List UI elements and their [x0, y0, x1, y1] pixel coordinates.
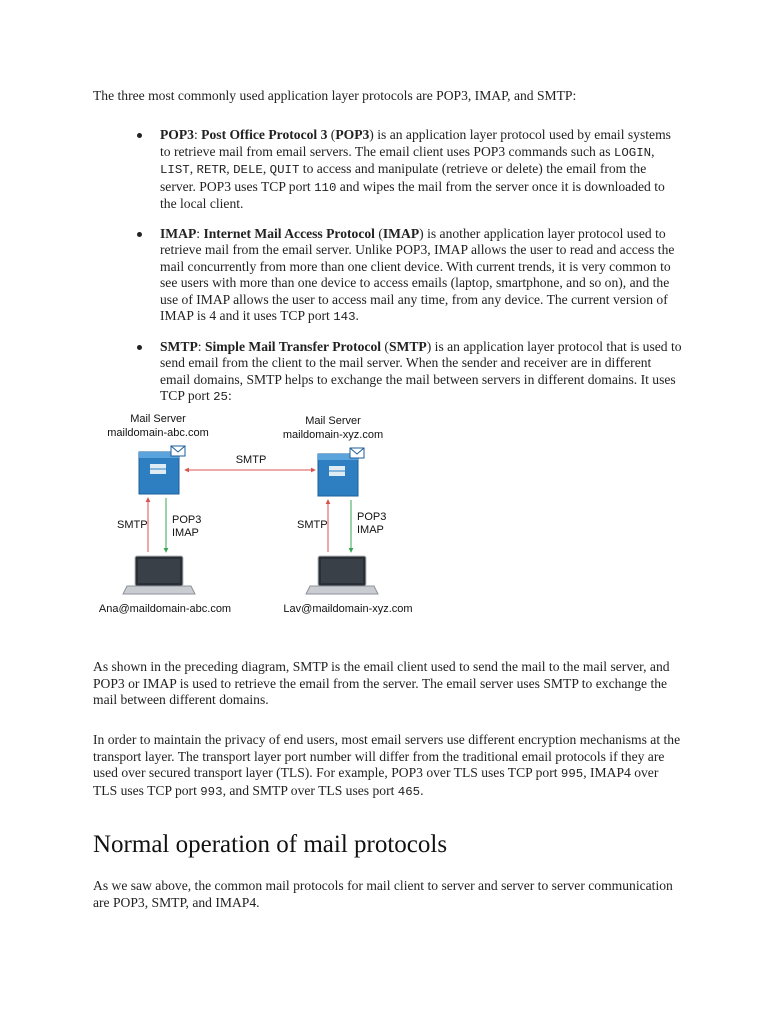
list-item-pop3: [93, 127, 683, 213]
text-run: ): [426, 338, 432, 354]
code-port-110: 110: [314, 180, 337, 195]
paragraph-tls: [93, 732, 683, 800]
code-port-143: 143: [333, 310, 356, 324]
client-right-label: Lav@maildomain-xyz.com: [283, 603, 413, 615]
code-port-25: 25: [213, 390, 228, 404]
server-left-domain: maildomain-abc.com: [107, 427, 209, 439]
code-login: LOGIN: [613, 145, 652, 160]
abbr-pop3: POP3: [335, 127, 370, 142]
mail-protocol-diagram: [93, 404, 493, 624]
bullet-dot-icon: [137, 345, 142, 350]
abbr-imap: IMAP: [382, 225, 420, 241]
text-run: ,: [189, 161, 197, 176]
paragraph-diagram-explanation: As shown in the preceding diagram, SMTP is the email client used to send the mail to the mail server, and POP3 or IMAP is used to retrieve the email from the server. The email server uses SMTP to exchange the mail between different domains.: [93, 659, 670, 707]
right-up-label: SMTP: [297, 519, 328, 531]
left-down-label-2: IMAP: [172, 527, 199, 539]
list-item-imap: [93, 226, 683, 326]
text-run: :: [193, 127, 202, 142]
text-run: :: [196, 225, 204, 241]
text-run: , IMAP4 over TLS uses TCP port: [93, 765, 659, 798]
text-run: (: [327, 127, 336, 142]
section-heading: Normal operation of mail protocols: [93, 831, 448, 858]
right-down-label-2: IMAP: [357, 524, 384, 536]
text-run: (: [381, 338, 389, 354]
code-quit: QUIT: [269, 163, 300, 177]
server-right-domain: maildomain-xyz.com: [282, 429, 384, 441]
text-run: (: [374, 225, 383, 241]
text-run: ,: [226, 161, 234, 176]
text-run: ,: [262, 161, 270, 176]
list-item-smtp: [93, 339, 683, 406]
client-left-label: Ana@maildomain-abc.com: [98, 603, 232, 615]
text-run: is an application layer protocol that is used to send email from the client to the mail server. When the sender and receiver are in different email domains, SMTP helps to exchange the mail between servers in different domains. It uses TCP port: [160, 338, 682, 403]
fullname-imap: Internet Mail Access Protocol: [203, 225, 375, 241]
text-run: ,: [651, 143, 655, 159]
bullet-dot-icon: [137, 133, 142, 138]
code-port-465: 465: [397, 784, 421, 799]
left-up-label: SMTP: [117, 519, 148, 531]
term-smtp: SMTP: [160, 338, 198, 354]
left-down-label-1: POP3: [172, 514, 202, 526]
text-run: is another application layer protocol used to retrieve mail from the email server. Unlike POP3, IMAP allows the user to read and access the mail concurrently from more than one client device. With current trends, it is very common to see users with more than one device to access emails (laptop, smartphone, and so on), and the use of IMAP allows the user to access mail any time, from any device. The current version of IMAP is 4 and it uses TCP port: [160, 225, 675, 323]
code-dele: DELE: [233, 163, 263, 177]
text-run: , and SMTP over TLS uses port: [222, 782, 398, 798]
mail-server-left-icon: [139, 446, 185, 494]
text-run: and wipes the mail from the server once it is downloaded to the local client.: [160, 178, 665, 211]
term-imap: IMAP: [160, 225, 197, 241]
text-run: to access and manipulate (retrieve or delete) the email from the server. POP3 uses TCP port: [160, 161, 647, 194]
text-run: :: [197, 338, 205, 354]
term-pop3: POP3: [160, 127, 194, 142]
mail-server-right-icon: [318, 448, 364, 496]
laptop-right-icon: [306, 556, 378, 594]
text-run: is an application layer protocol used by email systems to retrieve mail from email servers. The email client uses POP3 commands such as: [160, 127, 671, 159]
intro-paragraph: The three most commonly used application layer protocols are POP3, IMAP, and SMTP:: [93, 88, 577, 103]
text-run: :: [228, 388, 232, 403]
bullet-dot-icon: [137, 232, 142, 237]
abbr-smtp: SMTP: [388, 338, 427, 354]
server-right-title: Mail Server: [305, 415, 361, 427]
text-run: ): [369, 127, 374, 142]
code-port-993: 993: [200, 784, 223, 799]
text-run: ): [419, 225, 424, 241]
text-run: .: [355, 308, 359, 323]
server-link-label: SMTP: [235, 454, 267, 466]
code-port-995: 995: [560, 767, 584, 781]
server-left-title: Mail Server: [130, 413, 186, 425]
fullname-pop3: Post Office Protocol 3: [201, 127, 328, 142]
fullname-smtp: Simple Mail Transfer Protocol: [204, 338, 382, 354]
text-run: .: [420, 782, 424, 798]
code-retr: RETR: [196, 163, 227, 177]
laptop-left-icon: [123, 556, 195, 594]
right-down-label-1: POP3: [357, 511, 387, 523]
text-run: In order to maintain the privacy of end users, most email servers use different encryption mechanisms at the transport layer. The transport layer port number will differ from the traditional email protocols if they are used over secured transport layer (TLS). For example, POP3 over TLS uses TCP port: [93, 732, 681, 780]
code-list: LIST: [160, 163, 190, 177]
protocol-list: [93, 127, 683, 406]
paragraph-summary: As we saw above, the common mail protocols for mail client to server and server to server communication are POP3, SMTP, and IMAP4.: [93, 878, 673, 910]
